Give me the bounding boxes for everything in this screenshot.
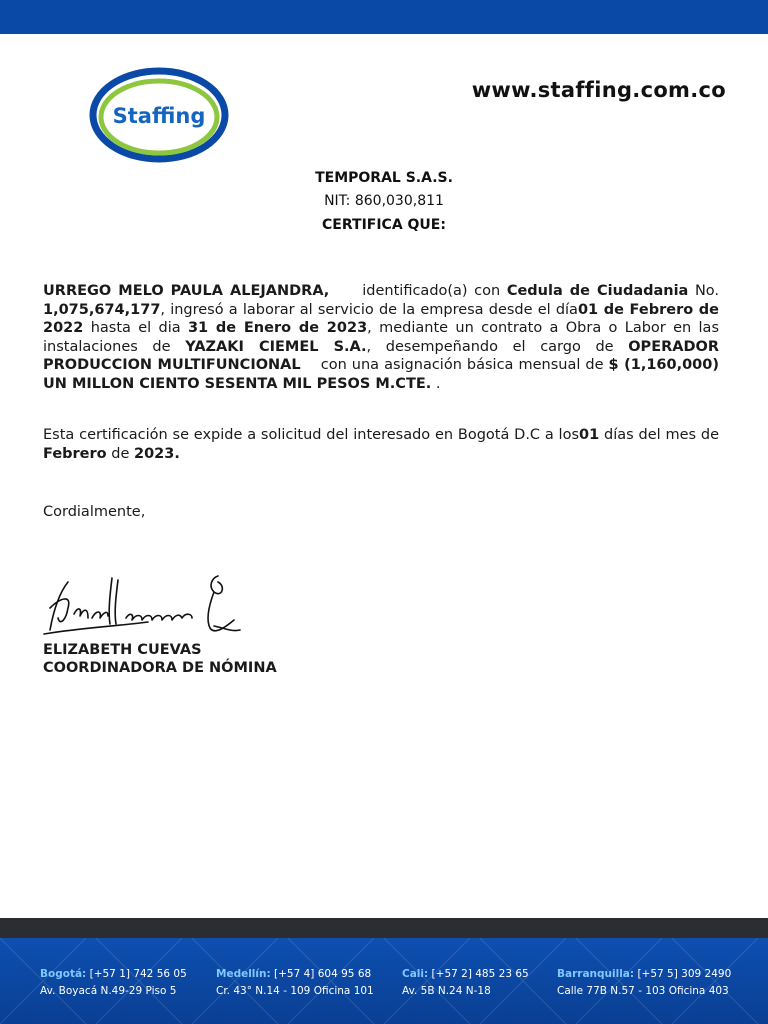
salary: $ (1,160,000) UN MILLON CIENTO SESENTA MIL PESOS M.CTE.	[43, 357, 719, 392]
office-cali: Cali: [+57 2] 485 23 65 Av. 5B N.24 N-18	[402, 968, 529, 997]
signer-name: ELIZABETH CUEVAS	[43, 642, 202, 658]
closing-text: Cordialmente,	[43, 504, 146, 520]
certification-paragraph: URREGO MELO PAULA ALEJANDRA, identificado(a) con Cedula de Ciudadania No. 1,075,674,177, ingresó a laborar al servicio de la empresa desde el día01 de Febrero de 2022 hasta el dia 31 de Enero de 2023, mediante un contrato a Obra o Labor en las instalaciones de YAZAKI CIEMEL S.A., desempeñando el cargo de OPERADOR PRODUCCION MULTIFUNCIONAL con una asignación básica mensual de $ (1,160,000) UN MILLON CIENTO SESENTA MIL PESOS M.CTE. .	[43, 283, 720, 392]
issuance-paragraph: Esta certificación se expide a solicitud del interesado en Bogotá D.C a los01 días del mes de Febrero de 2023.	[43, 427, 719, 462]
office-barranquilla: Barranquilla: [+57 5] 309 2490 Calle 77B N.57 - 103 Oficina 403	[557, 968, 732, 997]
job-position: OPERADOR PRODUCCION MULTIFUNCIONAL	[43, 338, 720, 373]
start-date: 01 de Febrero de 2022	[43, 301, 719, 336]
company-nit: NIT: 860,030,811	[324, 193, 444, 209]
certifies-heading: CERTIFICA QUE:	[322, 217, 446, 233]
end-date: 31 de Enero de 2023	[187, 320, 368, 336]
issue-day: 01	[579, 427, 600, 443]
footer-contact-band	[0, 938, 768, 1024]
website-url: www.staffing.com.co	[471, 78, 726, 102]
id-type: Cedula de Ciudadania	[506, 283, 689, 299]
company-name: TEMPORAL S.A.S.	[315, 170, 453, 186]
logo-text: Staffing	[112, 104, 206, 128]
office-bogota: Bogotá: [+57 1] 742 56 05 Av. Boyacá N.49-29 Piso 5	[40, 968, 187, 997]
employee-name: URREGO MELO PAULA ALEJANDRA,	[43, 283, 330, 299]
top-color-band	[0, 0, 768, 34]
footer-dark-strip	[0, 918, 768, 938]
staffing-logo	[88, 66, 230, 164]
handwritten-signature	[38, 568, 253, 640]
client-company: YAZAKI CIEMEL S.A.	[185, 338, 367, 355]
issue-month: Febrero	[43, 445, 107, 462]
office-medellin: Medellín: [+57 4] 604 95 68 Cr. 43° N.14 - 109 Oficina 101	[216, 968, 374, 997]
signer-role: COORDINADORA DE NÓMINA	[43, 660, 277, 676]
issue-year: 2023.	[133, 445, 180, 462]
id-number: 1,075,674,177	[43, 301, 161, 318]
